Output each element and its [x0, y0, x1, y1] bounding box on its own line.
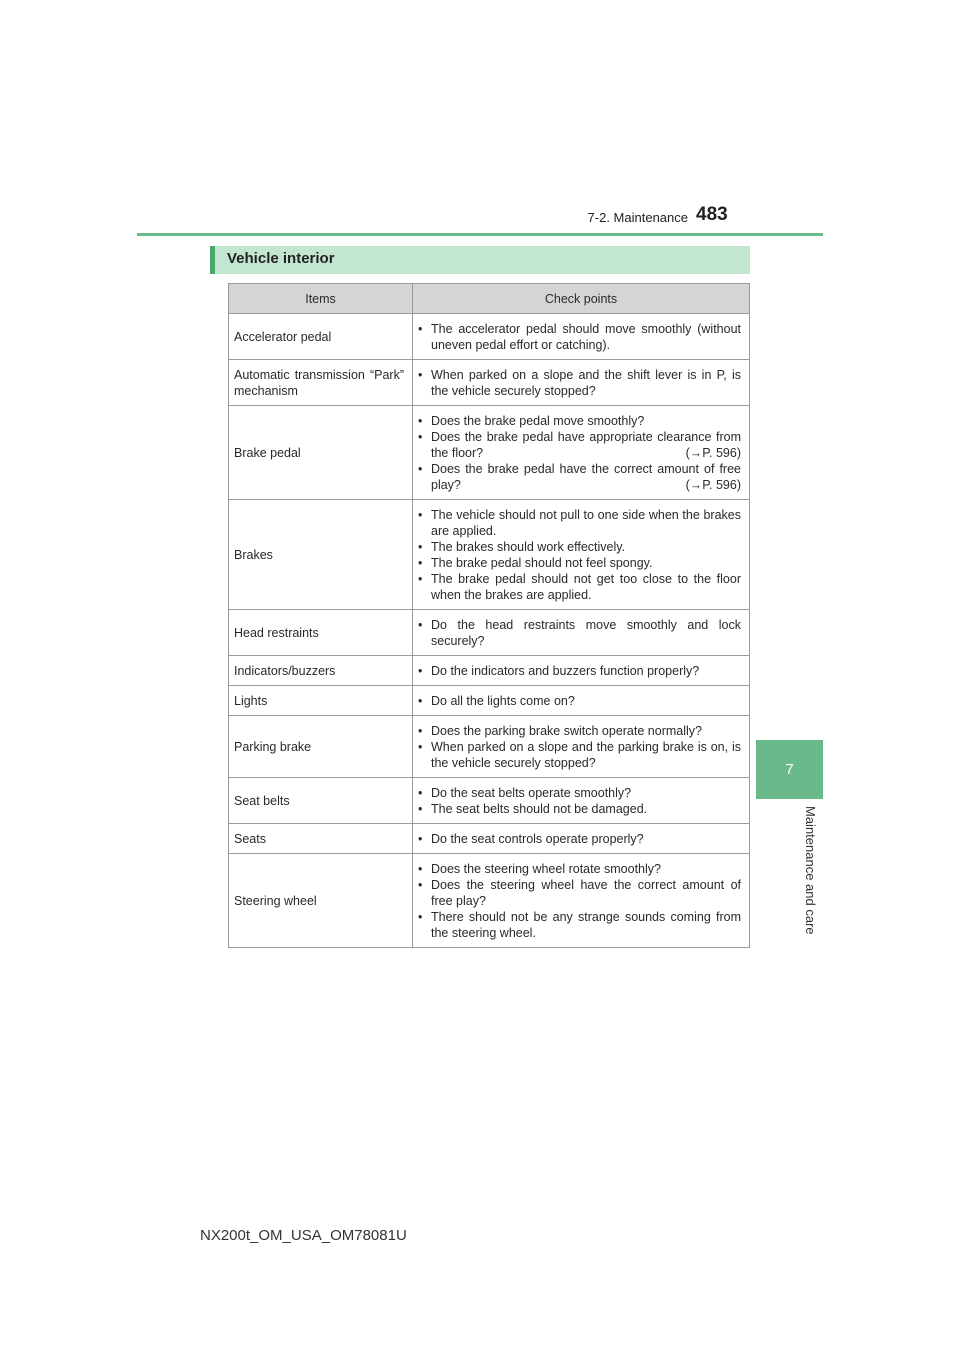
- check-points-cell: [413, 854, 750, 948]
- table-header-row: [229, 284, 750, 314]
- check-points-list: [418, 663, 741, 679]
- check-point-text: Do the indicators and buzzers function properly?: [431, 664, 700, 678]
- table-body: [229, 314, 750, 948]
- chapter-number: 7: [785, 761, 794, 778]
- check-point-text: Does the brake pedal move smoothly?: [431, 414, 645, 428]
- check-point-text: There should not be any strange sounds coming from the steering wheel.: [431, 910, 741, 940]
- table-row: [229, 406, 750, 500]
- column-header-check-points: Check points: [413, 284, 750, 314]
- header-rule: [137, 233, 823, 236]
- section-banner: [210, 246, 750, 274]
- chapter-tab: [756, 740, 823, 799]
- page-reference: (→P. 596): [685, 478, 741, 492]
- item-cell: Accelerator pedal: [229, 314, 413, 360]
- section-title: Vehicle interior: [227, 250, 335, 267]
- table-row: [229, 686, 750, 716]
- check-points-cell: [413, 360, 750, 406]
- item-cell: Parking brake: [229, 716, 413, 778]
- check-point: [418, 555, 741, 571]
- check-point: [418, 367, 741, 399]
- column-header-items: Items: [229, 284, 413, 314]
- check-points-list: [418, 507, 741, 603]
- check-point: [418, 877, 741, 909]
- item-cell: Seats: [229, 824, 413, 854]
- check-point-text: Do the head restraints move smoothly and lock securely?: [431, 618, 741, 648]
- table-row: [229, 716, 750, 778]
- check-points-cell: [413, 406, 750, 500]
- check-point: [418, 831, 741, 847]
- item-cell: Indicators/buzzers: [229, 656, 413, 686]
- check-points-cell: [413, 656, 750, 686]
- check-point-text: Does the steering wheel rotate smoothly?: [431, 862, 661, 876]
- item-cell: Lights: [229, 686, 413, 716]
- check-point: [418, 321, 741, 353]
- check-point: [418, 861, 741, 877]
- check-point-text: Does the parking brake switch operate normally?: [431, 724, 702, 738]
- check-point: [418, 413, 741, 429]
- check-point: [418, 507, 741, 539]
- item-cell: Steering wheel: [229, 854, 413, 948]
- check-points-list: [418, 831, 741, 847]
- check-points-list: [418, 321, 741, 353]
- check-points-list: [418, 785, 741, 817]
- check-point: [418, 723, 741, 739]
- check-point-text: The seat belts should not be damaged.: [431, 802, 648, 816]
- check-point: [418, 571, 741, 603]
- check-points-cell: [413, 716, 750, 778]
- check-point: [418, 785, 741, 801]
- item-cell: Seat belts: [229, 778, 413, 824]
- check-points-cell: [413, 314, 750, 360]
- check-point: [418, 909, 741, 941]
- check-point: [418, 539, 741, 555]
- document-code: NX200t_OM_USA_OM78081U: [200, 1227, 407, 1244]
- check-point-text: When parked on a slope and the shift lever is in P, is the vehicle securely stopped?: [431, 368, 741, 398]
- check-point-text: Do the seat belts operate smoothly?: [431, 786, 632, 800]
- page-number: 483: [696, 204, 728, 225]
- check-point: [418, 663, 741, 679]
- check-point-text: Does the steering wheel have the correct amount of free play?: [431, 878, 741, 908]
- check-point-text: The accelerator pedal should move smoothly (without uneven pedal effort or catching).: [431, 322, 741, 352]
- page-reference: (→P. 596): [685, 446, 741, 460]
- check-points-list: [418, 367, 741, 399]
- check-point-text: Does the brake pedal have appropriate clearance from the floor?: [431, 430, 741, 460]
- check-point-text: The brake pedal should not get too close to the floor when the brakes are applied.: [431, 572, 741, 602]
- check-points-cell: [413, 778, 750, 824]
- check-point-text: Do the seat controls operate properly?: [431, 832, 644, 846]
- check-point-text: Do all the lights come on?: [431, 694, 575, 708]
- inspection-table: [228, 283, 750, 948]
- table-row: [229, 610, 750, 656]
- check-points-list: [418, 693, 741, 709]
- check-points-cell: [413, 610, 750, 656]
- check-points-list: [418, 723, 741, 771]
- chapter-title: Maintenance and care: [803, 806, 818, 935]
- check-point-text: Does the brake pedal have the correct amount of free play?: [431, 462, 741, 492]
- check-point-text: The brake pedal should not feel spongy.: [431, 556, 653, 570]
- check-point: [418, 617, 741, 649]
- check-point-text: The brakes should work effectively.: [431, 540, 626, 554]
- table-row: [229, 854, 750, 948]
- check-points-list: [418, 413, 741, 493]
- running-header-section: 7-2. Maintenance: [587, 210, 688, 225]
- item-cell: Automatic transmission “Park” mechanism: [229, 360, 413, 406]
- table-row: [229, 778, 750, 824]
- check-points-cell: [413, 500, 750, 610]
- item-cell: Brakes: [229, 500, 413, 610]
- table-row: [229, 360, 750, 406]
- check-point: [418, 429, 741, 461]
- check-point: [418, 693, 741, 709]
- check-points-cell: [413, 824, 750, 854]
- check-point: [418, 739, 741, 771]
- check-points-list: [418, 861, 741, 941]
- check-points-list: [418, 617, 741, 649]
- check-point: [418, 801, 741, 817]
- table-row: [229, 656, 750, 686]
- table-row: [229, 824, 750, 854]
- check-point: [418, 461, 741, 493]
- check-point-text: When parked on a slope and the parking brake is on, is the vehicle securely stopped?: [431, 740, 741, 770]
- item-cell: Head restraints: [229, 610, 413, 656]
- table-row: [229, 314, 750, 360]
- table-row: [229, 500, 750, 610]
- check-point-text: The vehicle should not pull to one side when the brakes are applied.: [431, 508, 741, 538]
- check-points-cell: [413, 686, 750, 716]
- item-cell: Brake pedal: [229, 406, 413, 500]
